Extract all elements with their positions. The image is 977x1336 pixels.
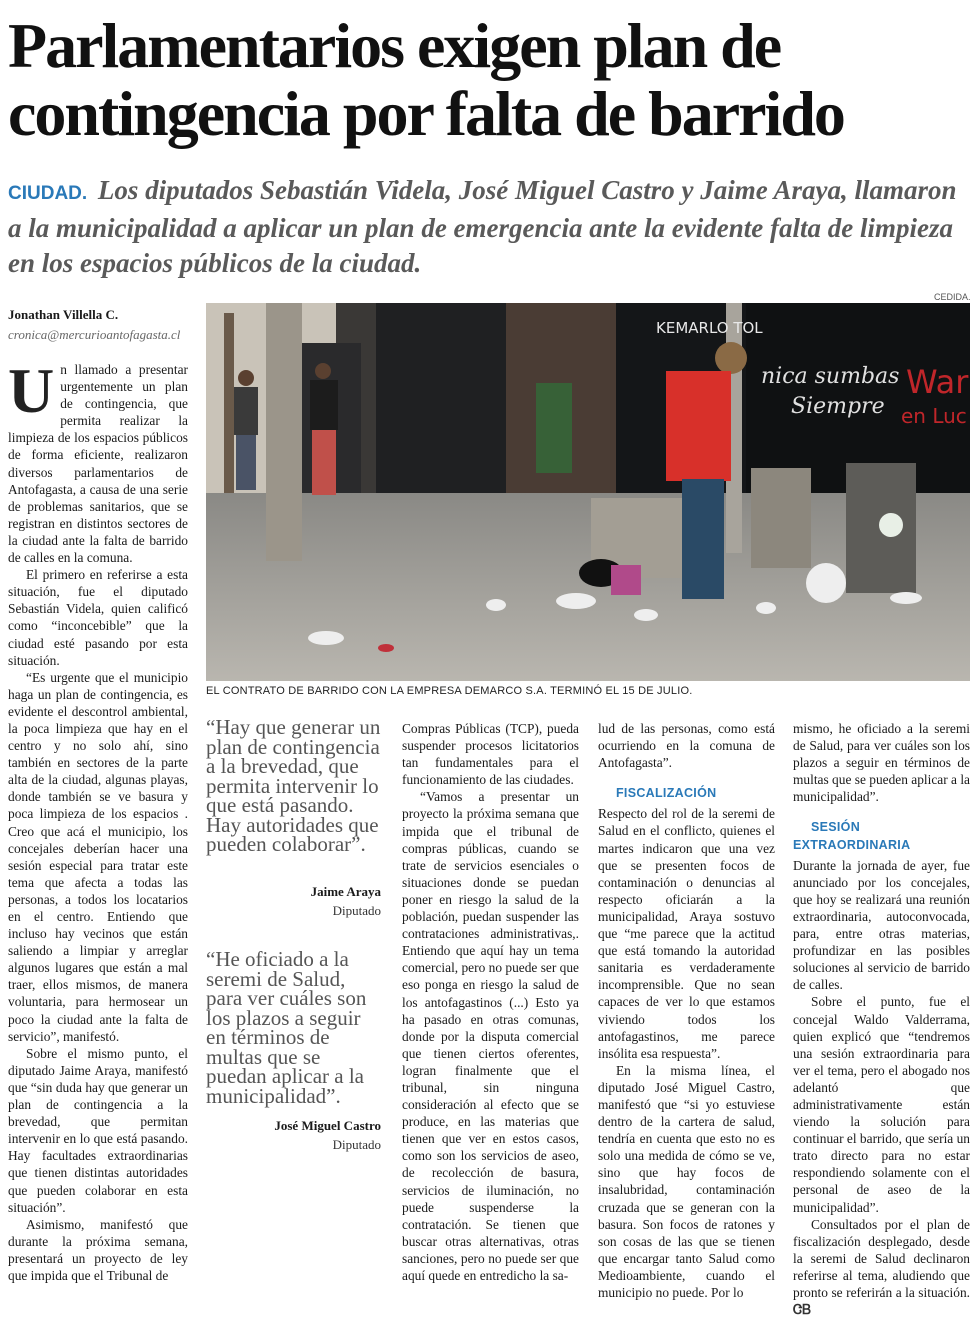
paragraph: Durante la jornada de ayer, fue anunciado por los concejales, que hoy se realizará una reunión extraordinaria, autoconvocada, para, entre otras materias, profundizar en las posibles soluciones al servicio de barrido de calles.: [793, 857, 970, 993]
headline-line-1: Parlamentarios exigen plan de: [8, 10, 781, 81]
paragraph: [793, 1216, 970, 1319]
paragraph-text: n llamado a presentar urgentemente un plan de contingencia, que permita realizar la limpieza de los espacios públicos de forma eficiente, realizaron diversos parlamentarios de Antofagasta, a causa de una serie de problemas sanitarios, que se registran en distintos sectores de la ciudad ante la falta de barrido de calles en la comuna.: [8, 362, 188, 566]
paragraph: “Vamos a presentar un proyecto la próxima semana que impida que el tribunal de compras públicas, cuando se trate de servicios esenciales o situaciones donde se puedan poner en riesgo la salud de la población, puedan suspender las contrataciones administrativas,. Entiendo que aquí hay un tema comercial, pero no puede ser que eso ponga en riesgo la salud de los antofagastinos (...) Esto ya ha pasado en otras comunas, donde por la disputa comercial que tienen ciertos oferentes, logran finalmente que el tribunal, sin ninguna consideración al efecto que se produce, en las materias que tienen que ver en estos casos, como son los servicios de aseo, de recolección de basura, servicios de iluminación, no puede suspenderse la contratación. Se tienen que buscar otras alternativas, otras sanciones, pero no puede ser que aquí quede en entredicho la sa-: [402, 789, 579, 1283]
lead-paragraph: [8, 173, 970, 281]
lead-text: Los diputados Sebastián Videla, José Miguel Castro y Jaime Araya, llamaron a la municipalidad a aplicar un plan de emergencia ante la evidente falta de limpieza en los espacios públicos de la ciudad.: [8, 175, 957, 278]
quote-author: Jaime Araya: [310, 884, 381, 899]
headline-line-2: contingencia por falta de barrido: [8, 78, 844, 149]
paragraph: [8, 361, 188, 566]
paragraph: Sobre el punto, fue el concejal Waldo Valderrama, quien explicó que “tendremos una sesión extraordinaria para ver el tema, pero el abogado nos adelantó que administrativamente están viendo la solución para continuar el barrido, que sería un trato directo para no estar respondiendo solamente con el personal de aseo de la municipalidad”.: [793, 994, 970, 1215]
section-label: CIUDAD.: [8, 183, 88, 204]
graffiti-text: nica sumbas: [761, 364, 900, 389]
paragraph: En la misma línea, el diputado José Miguel Castro, manifestó que “si yo estuviese dentro de la cartera de salud, tendría en cuenta que esto no es solo una medida de cómo se ve, sino que hay focos de insalubridad, contaminación cruzada que se generan con la basura. Son focos de ratones y son cosas de las que se tienen que encargar tanto Salud como Medioambiente, cuando el municipio no puede. Por lo: [598, 1062, 775, 1300]
paragraph: lud de las personas, como está ocurriendo en la comuna de Antofagasta”.: [598, 721, 775, 771]
street-scene-illustration: [206, 303, 970, 681]
paragraph: Sobre el mismo punto, el diputado Jaime Araya, manifestó que “sin duda hay que generar un plan de contingencia a la brevedad, que permitan intervenir en lo que está pasando. Hay facultades extraordinarias que tienen distintas autoridades que pueden colaborar en esta situación”.: [8, 1045, 188, 1215]
paragraph-text: Consultados por el plan de fiscalización desplegado, desde la seremi de Salud declinaron referirse al tema, aludiendo que pronto se referirán a la situación.: [793, 1216, 970, 1300]
graffiti-text: Siempre: [791, 394, 885, 419]
paragraph: Compras Públicas (TCP), pueda suspender procesos licitatorios tan fundamentales para el funcionamiento de las ciudades.: [402, 721, 579, 788]
graffiti-text: War: [906, 363, 969, 401]
paragraph: mismo, he oficiado a la seremi de Salud, para ver cuáles son los plazos a seguir en términos de multas que se pueden aplicar a la municipalidad”.: [793, 721, 970, 805]
article-column-4: [598, 720, 775, 1320]
article-column-1: [8, 361, 188, 1321]
graffiti-text: en Luc: [901, 404, 967, 428]
quote-author: José Miguel Castro: [274, 1118, 381, 1133]
article-column-3: [402, 720, 579, 1320]
paragraph: Asimismo, manifestó que durante la próxima semana, presentará un proyecto de ley que impida que el Tribunal de: [8, 1216, 188, 1283]
quote-role: Diputado: [332, 1137, 381, 1152]
person-figure: [310, 363, 338, 495]
paragraph: Respecto del rol de la seremi de Salud en el conflicto, quienes el martes indicaron que una vez que se presenten focos de contaminación o denuncias al respecto oficiarán a la municipalidad, Araya sostuvo que “me parece que la actitud que está tomando la autoridad sanitaria es verdaderamente incomprensible. Que no sean capaces de ver lo que estamos viviendo todos los antofagastinos, me parece insólita esa respuesta”.: [598, 806, 775, 1061]
paragraph: El primero en referirse a esta situación, fue el diputado Sebastián Videla, quien calificó como “inconcebible” que la ciudad esté pasando por esta situación.: [8, 567, 188, 668]
article-column-5: [793, 720, 970, 1320]
headline: [8, 12, 970, 148]
photo-credit: CEDIDA.: [934, 292, 971, 302]
person-figure: [234, 370, 258, 490]
subheading-fiscalizacion: FISCALIZACIÓN: [616, 786, 717, 801]
byline-author: Jonathan Villella C.: [8, 307, 119, 322]
article-photo: [206, 303, 970, 681]
subheading-sesion-extraordinaria: SESIÓN EXTRAORDINARIA: [793, 820, 911, 852]
paragraph: “Es urgente que el municipio haga un plan de contingencia, es evidente el descontrol ambiental, la poca limpieza que hay en el centro y no solo ahí, sino también en sectores de la parte alta de la ciudad, algunas playas, donde también se ve basura y poca limpieza de los espacios . Creo que acá el municipio, los concejales deberían hacer una sesión especial para tratar este tema que afecta a todas las personas, a todos los locatarios en el centro. Entiendo que incluso hay vecinos que están saliendo a limpiar y arreglar algunos lugares que están a mal traer, ellos mismos, de manera voluntaria, para hermosear un poco la ciudad ante la falta de servicio”, manifestó.: [8, 669, 188, 1044]
pull-quote: “Hay que generar un plan de contingencia a la brevedad, que permita intervenir lo que está pasando. Hay autoridades que pueden colaborar”.: [206, 715, 381, 856]
photo-caption: EL CONTRATO DE BARRIDO CON LA EMPRESA DEMARCO S.A. TERMINÓ EL 15 DE JULIO.: [206, 685, 693, 697]
quote-role: Diputado: [332, 903, 381, 918]
pull-quote: “He oficiado a la seremi de Salud, para ver cuáles son los plazos a seguir en términos de multas que se puedan aplicar a la municipalidad”.: [206, 947, 367, 1108]
end-mark-icon: ᏣᏴ: [793, 1302, 811, 1318]
drop-cap: U: [8, 361, 55, 426]
graffiti-text: KEMARLO TOL: [656, 319, 763, 337]
byline-email[interactable]: cronica@mercurioantofagasta.cl: [8, 327, 181, 342]
